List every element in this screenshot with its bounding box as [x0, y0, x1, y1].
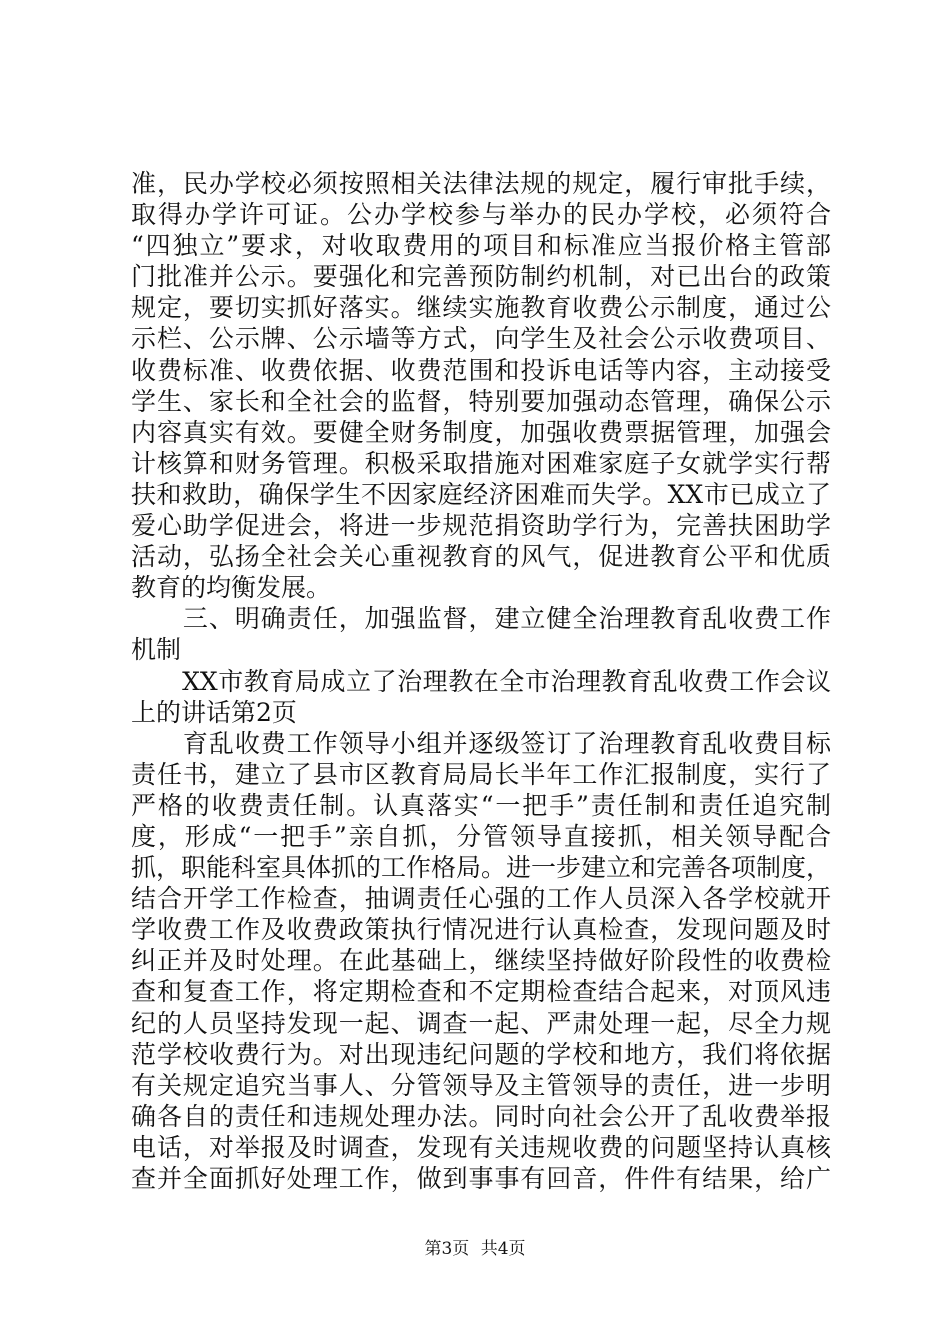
- text-line: 有关规定追究当事人、分管领导及主管领导的责任，进一步明: [131, 1070, 831, 1100]
- text-line: 上的讲话第2页: [131, 697, 297, 727]
- page-footer: [0, 1238, 950, 1260]
- text-line: 抓，职能科室具体抓的工作格局。进一步建立和完善各项制度，: [131, 853, 831, 883]
- text-line: 度，形成“一把手”亲自抓，分管领导直接抓，相关领导配合: [131, 821, 831, 851]
- text-line: XX市教育局成立了治理教在全市治理教育乱收费工作会议: [131, 666, 831, 696]
- text-line: 结合开学工作检查，抽调责任心强的工作人员深入各学校就开: [131, 884, 831, 914]
- text-line: 活动，弘扬全社会关心重视教育的风气，促进教育公平和优质: [131, 542, 831, 572]
- text-line: 内容真实有效。要健全财务制度，加强收费票据管理，加强会: [131, 417, 831, 447]
- text-line: 机制: [131, 635, 182, 665]
- text-line: 准，民办学校必须按照相关法律法规的规定，履行审批手续，: [131, 169, 831, 198]
- text-line: 电话，对举报及时调查，发现有关违规收费的问题坚持认真核: [131, 1132, 831, 1162]
- text-line: 纠正并及时处理。在此基础上，继续坚持做好阶段性的收费检: [131, 946, 831, 976]
- text-line: 收费标准、收费依据、收费范围和投诉电话等内容，主动接受: [131, 355, 831, 385]
- text-line: 学生、家长和全社会的监督，特别要加强动态管理，确保公示: [131, 386, 831, 416]
- text-line: 爱心助学促进会，将进一步规范捐资助学行为，完善扶困助学: [131, 511, 831, 541]
- text-line: 育乱收费工作领导小组并逐级签订了治理教育乱收费目标: [131, 728, 831, 758]
- text-line: “四独立”要求，对收取费用的项目和标准应当报价格主管部: [131, 231, 831, 261]
- page-total: 共4页: [480, 1239, 526, 1259]
- text-line: 门批准并公示。要强化和完善预防制约机制，对已出台的政策: [131, 262, 831, 292]
- text-line: 规定，要切实抓好落实。继续实施教育收费公示制度，通过公: [131, 293, 831, 323]
- text-line: 查并全面抓好处理工作，做到事事有回音，件件有结果，给广: [131, 1164, 831, 1193]
- text-line: 扶和救助，确保学生不因家庭经济困难而失学。XX市已成立了: [131, 479, 831, 509]
- page-number: 第3页: [424, 1239, 470, 1259]
- document-body: [131, 168, 831, 1194]
- text-line: 查和复查工作，将定期检查和不定期检查结合起来，对顶风违: [131, 977, 831, 1007]
- text-line: 纪的人员坚持发现一起、调查一起、严肃处理一起，尽全力规: [131, 1008, 831, 1038]
- text-line: 取得办学许可证。公办学校参与举办的民办学校，必须符合: [131, 200, 831, 230]
- text-line: 三、明确责任，加强监督，建立健全治理教育乱收费工作: [131, 604, 831, 634]
- text-line: 确各自的责任和违规处理办法。同时向社会公开了乱收费举报: [131, 1101, 831, 1131]
- text-line: 学收费工作及收费政策执行情况进行认真检查，发现问题及时: [131, 915, 831, 945]
- text-line: 计核算和财务管理。积极采取措施对困难家庭子女就学实行帮: [131, 448, 831, 478]
- text-line: 示栏、公示牌、公示墙等方式，向学生及社会公示收费项目、: [131, 324, 831, 354]
- text-line: 责任书，建立了县市区教育局局长半年工作汇报制度，实行了: [131, 759, 831, 789]
- text-line: 严格的收费责任制。认真落实“一把手”责任制和责任追究制: [131, 790, 831, 820]
- text-line: 教育的均衡发展。: [131, 573, 332, 603]
- text-line: 范学校收费行为。对出现违纪问题的学校和地方，我们将依据: [131, 1039, 831, 1069]
